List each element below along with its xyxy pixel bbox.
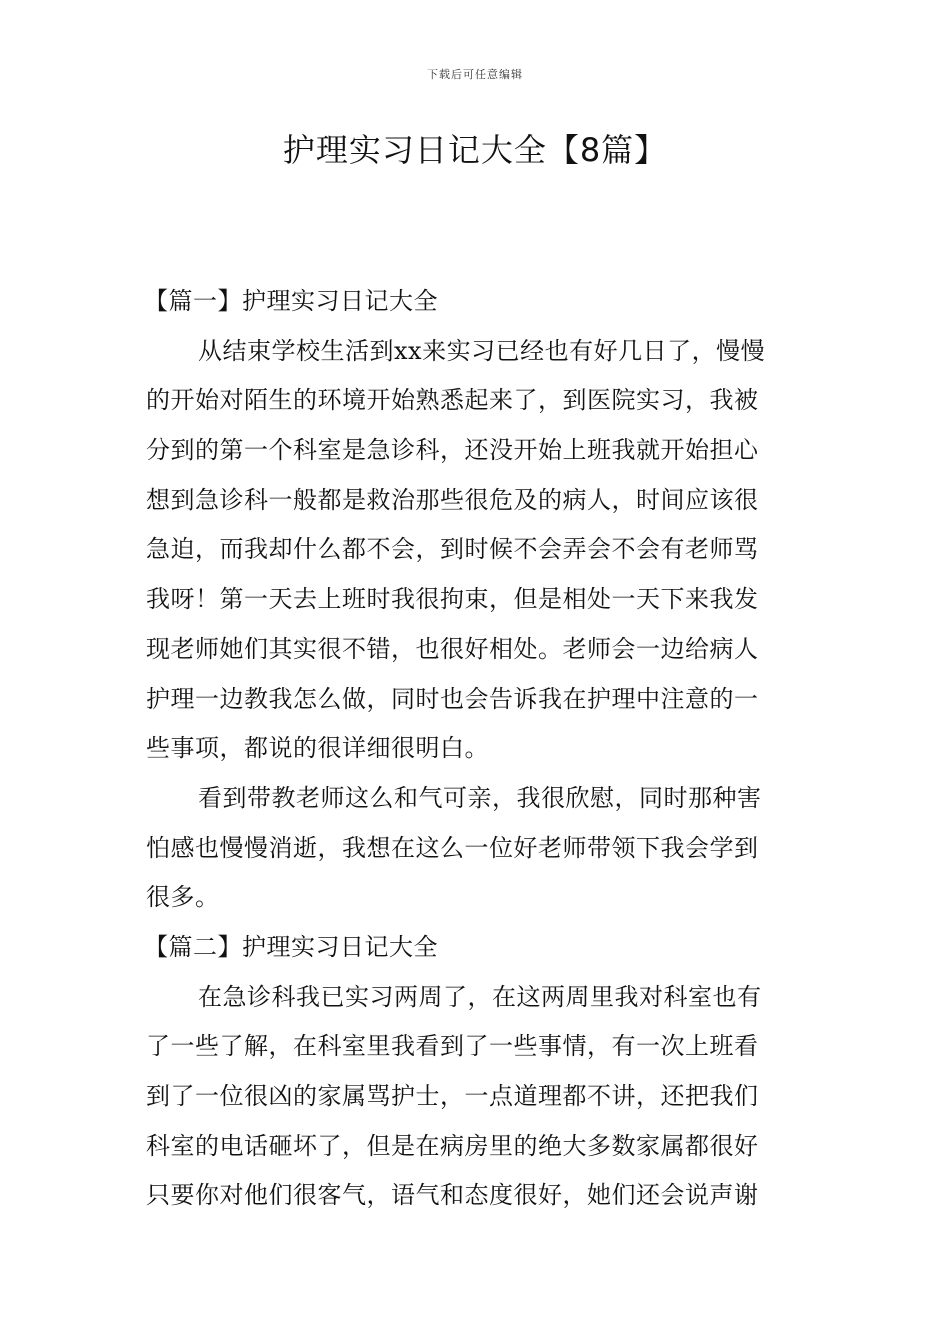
paragraph-line: 看到带教老师这么和气可亲，我很欣慰，同时那种害 xyxy=(198,783,762,812)
paragraph-line: 很多。 xyxy=(146,883,220,912)
section-heading: 【篇二】护理实习日记大全 xyxy=(144,932,438,961)
paragraph-line: 的开始对陌生的环境开始熟悉起来了，到医院实习，我被 xyxy=(146,386,759,415)
paragraph-line: 想到急诊科一般都是救治那些很危及的病人，时间应该很 xyxy=(146,485,759,514)
paragraph-line: 了一些了解，在科室里我看到了一些事情，有一次上班看 xyxy=(146,1032,759,1061)
paragraph-line: 在急诊科我已实习两周了，在这两周里我对科室也有 xyxy=(198,982,762,1011)
paragraph-line: 从结束学校生活到xx来实习已经也有好几日了，慢慢 xyxy=(198,336,766,365)
paragraph-line: 我呀！第一天去上班时我很拘束，但是相处一天下来我发 xyxy=(146,585,759,614)
paragraph-line: 现老师她们其实很不错，也很好相处。老师会一边给病人 xyxy=(146,634,759,663)
paragraph-line: 到了一位很凶的家属骂护士，一点道理都不讲，还把我们 xyxy=(146,1082,759,1110)
section-heading: 【篇一】护理实习日记大全 xyxy=(144,287,438,315)
paragraph-line: 科室的电话砸坏了，但是在病房里的绝大多数家属都很好 xyxy=(146,1131,759,1160)
paragraph-line: 护理一边教我怎么做，同时也会告诉我在护理中注意的一 xyxy=(146,684,759,713)
document-title: 护理实习日记大全【8篇】 xyxy=(282,131,668,169)
header-note: 下载后可任意编辑 xyxy=(427,68,523,81)
paragraph-line: 怕感也慢慢消逝，我想在这么一位好老师带领下我会学到 xyxy=(146,833,759,862)
paragraph-line: 只要你对他们很客气，语气和态度很好，她们还会说声谢 xyxy=(146,1181,759,1210)
paragraph-line: 分到的第一个科室是急诊科，还没开始上班我就开始担心 xyxy=(146,436,759,465)
paragraph-line: 急迫，而我却什么都不会，到时候不会弄会不会有老师骂 xyxy=(146,535,759,564)
paragraph-line: 些事项，都说的很详细很明白。 xyxy=(146,734,489,763)
document-body xyxy=(146,277,806,1221)
